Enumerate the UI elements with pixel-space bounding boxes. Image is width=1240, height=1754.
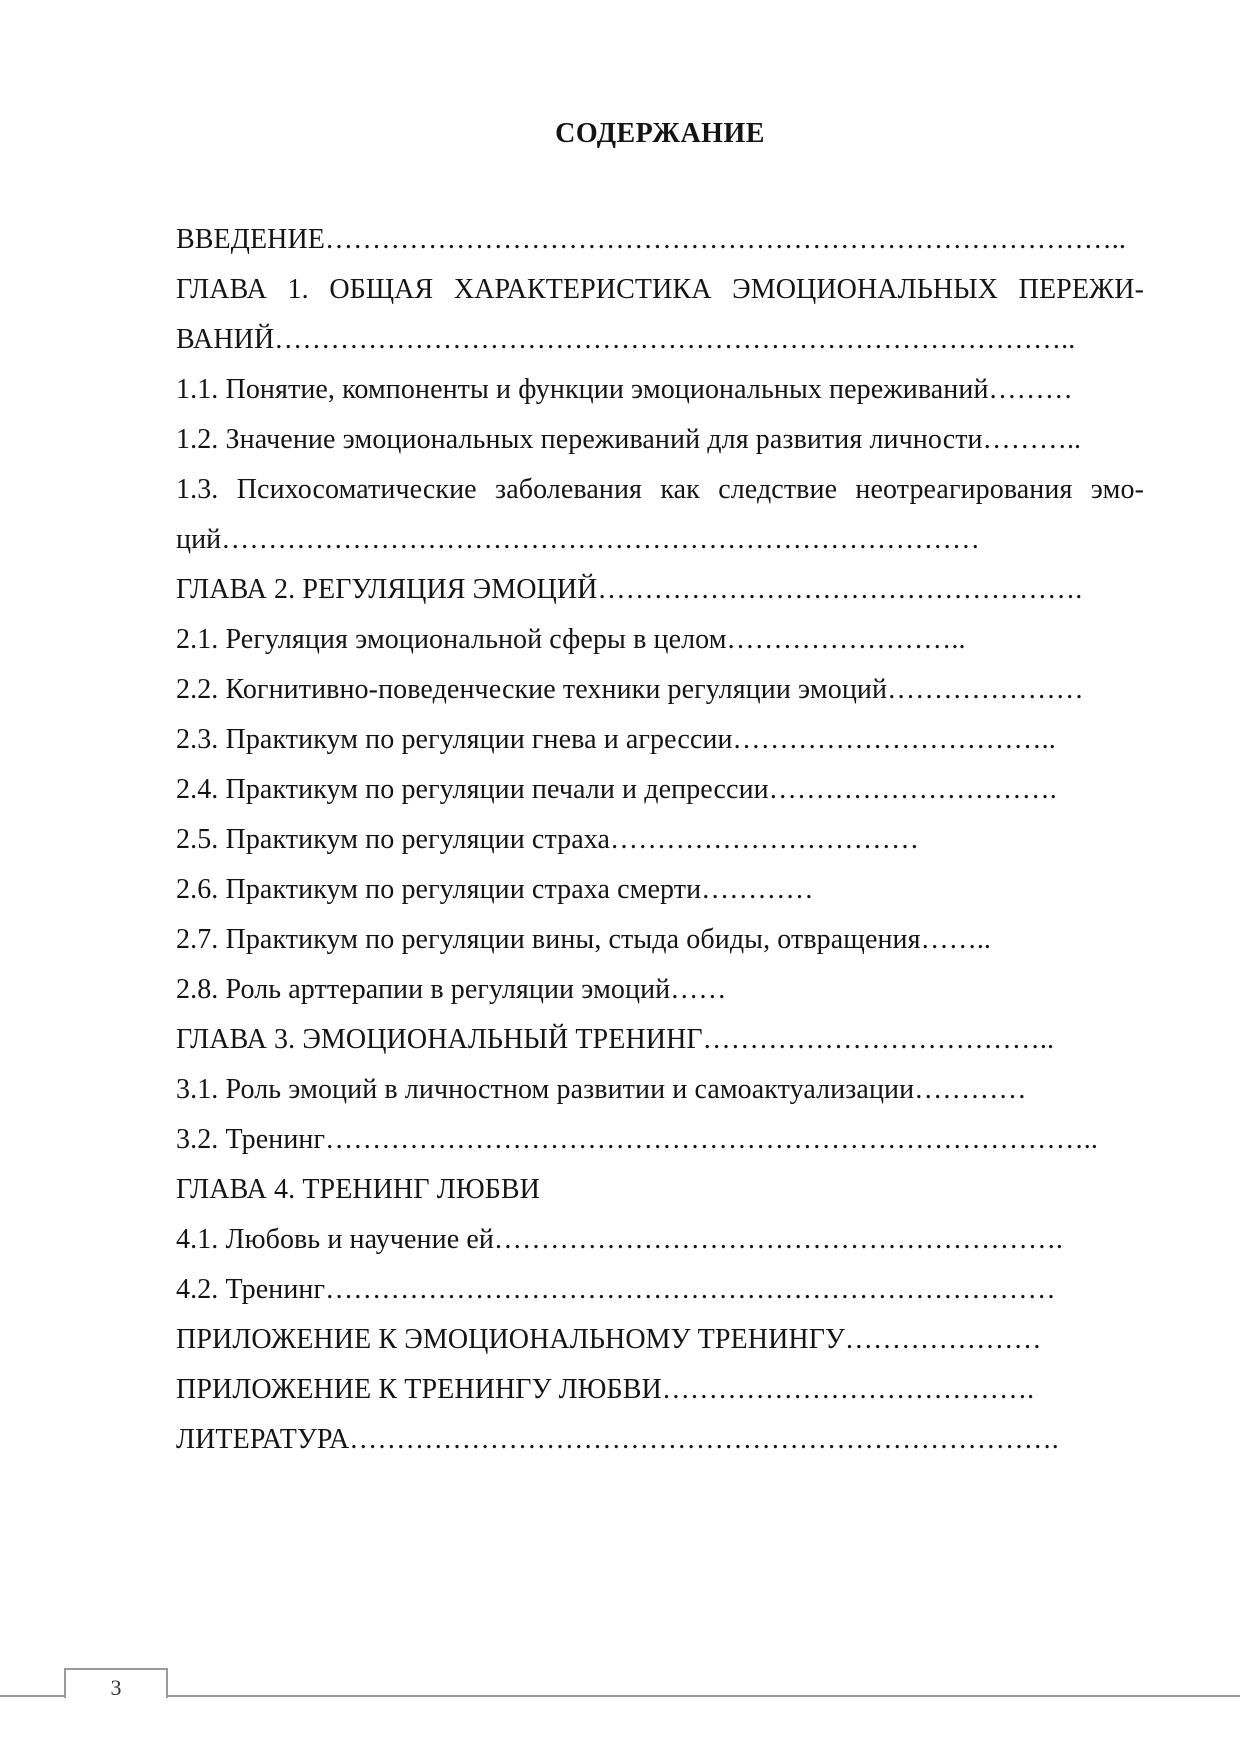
toc-entry-2-8[interactable]: 2.8. Роль арттерапии в регуляции эмоций…… (176, 974, 727, 1005)
toc-entry-appendix-emotional-training[interactable]: ПРИЛОЖЕНИЕ К ЭМОЦИОНАЛЬНОМУ ТРЕНИНГУ………………… (176, 1324, 1042, 1355)
toc-entry-2-6[interactable]: 2.6. Практикум по регуляции страха смерти………… (176, 874, 814, 905)
toc-entry-2-1[interactable]: 2.1. Регуляция эмоциональной сферы в целом…………………….. (176, 624, 966, 655)
toc-entry-2-4[interactable]: 2.4. Практикум по регуляции печали и депрессии…………………………. (176, 774, 1057, 805)
footer-rule (0, 1695, 1240, 1697)
toc-entry-chapter-2[interactable]: ГЛАВА 2. РЕГУЛЯЦИЯ ЭМОЦИЙ……………………………………………. (176, 574, 1083, 605)
toc-entry-4-1[interactable]: 4.1. Любовь и научение ей……………………………………………………. (176, 1224, 1064, 1255)
toc-entry-2-2[interactable]: 2.2. Когнитивно-поведенческие техники регуляции эмоций………………… (176, 674, 1084, 705)
toc-entry-literature[interactable]: ЛИТЕРАТУРА…………………………………………………………………. (176, 1424, 1059, 1455)
toc-entry-4-2[interactable]: 4.2. Тренинг…………………………………………………………………… (176, 1274, 1056, 1305)
toc-entry-appendix-love-training[interactable]: ПРИЛОЖЕНИЕ К ТРЕНИНГУ ЛЮБВИ…………………………………. (176, 1374, 1035, 1405)
toc-entry-3-2[interactable]: 3.2. Тренинг……………………………………………………………………….. (176, 1124, 1099, 1155)
toc-entry-1-3[interactable]: 1.3. Психосоматические заболевания как следствие неотреагирования эмо- (176, 474, 1144, 505)
toc-entry-1-1[interactable]: 1.1. Понятие, компоненты и функции эмоциональных переживаний……… (176, 374, 1073, 405)
toc-entry-chapter-1[interactable]: ГЛАВА 1. ОБЩАЯ ХАРАКТЕРИСТИКА ЭМОЦИОНАЛЬНЫХ ПЕРЕЖИ- (176, 274, 1144, 305)
toc-entry-2-7[interactable]: 2.7. Практикум по регуляции вины, стыда обиды, отвращения…….. (176, 924, 992, 955)
page-title: СОДЕРЖАНИЕ (555, 118, 765, 149)
toc-entry-2-5[interactable]: 2.5. Практикум по регуляции страха…………………………… (176, 824, 920, 855)
toc-entry-1-2[interactable]: 1.2. Значение эмоциональных переживаний для развития личности……….. (176, 424, 1082, 455)
toc-entry-1-3-continued[interactable]: ций……………………………………………………………………… (176, 524, 980, 555)
toc-entry-chapter-4[interactable]: ГЛАВА 4. ТРЕНИНГ ЛЮБВИ (176, 1174, 540, 1205)
toc-entry-3-1[interactable]: 3.1. Роль эмоций в личностном развитии и самоактуализации………… (176, 1074, 1027, 1105)
table-of-contents (176, 215, 1146, 1465)
toc-entry-chapter-1-continued[interactable]: ВАНИЙ………………………………………………………………………….. (176, 324, 1076, 355)
toc-entry-2-3[interactable]: 2.3. Практикум по регуляции гнева и агрессии…………………………….. (176, 724, 1056, 755)
toc-entry-introduction[interactable]: ВВЕДЕНИЕ………………………………………………………………………….. (176, 224, 1127, 255)
page-number: 3 (64, 1668, 168, 1698)
toc-entry-chapter-3[interactable]: ГЛАВА 3. ЭМОЦИОНАЛЬНЫЙ ТРЕНИНГ……………………………….. (176, 1024, 1055, 1055)
